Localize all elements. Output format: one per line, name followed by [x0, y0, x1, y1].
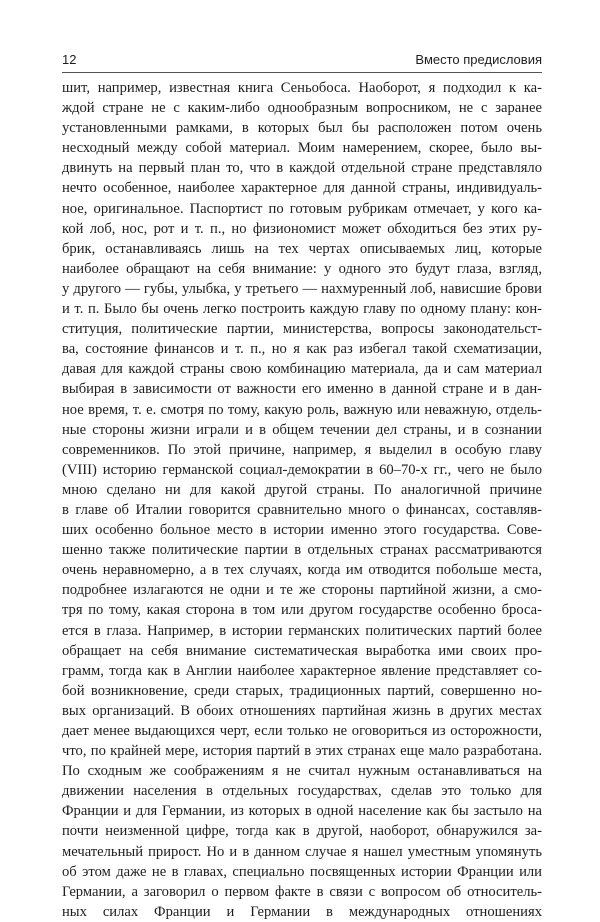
- text-line: ется в глаза. Например, в истории германских политических партий более: [62, 622, 542, 639]
- text-line: бой возникновение, среди старых, традиционных партий, совершенно но-: [62, 682, 542, 699]
- text-line: ных силах Франции и Германии в международных отношениях: [62, 903, 542, 920]
- text-line: об этом даже не в главах, специально посвященных истории Франции или: [62, 863, 542, 880]
- text-line: мечательный прирост. Но и в данном случае я нашел уместным упомянуть: [62, 843, 542, 860]
- text-line: шенно также политические партии в отдельных странах рассматриваются: [62, 542, 542, 559]
- text-line: мною сделано ни для какой другой страны. По аналогичной причине: [62, 481, 542, 498]
- text-line: выбирая в зависимости от важности его именно в данной стране и в дан-: [62, 381, 542, 398]
- text-line: Германии, а заговорил о первом факте в связи с вопросом об относитель-: [62, 883, 542, 900]
- text-line: что, по крайней мере, история партий в этих странах еще мало разработана.: [62, 743, 542, 760]
- text-line: дает менее выдающихся черт, если только не оговориться из осторожности,: [62, 723, 542, 739]
- text-line: двинуть на первый план то, что в каждой отдельной стране представляло: [62, 160, 542, 177]
- text-line: и т. п. Было бы очень легко построить каждую главу по одному плану: кон-: [62, 301, 542, 318]
- text-line: давая для каждой страны свою комбинацию материала, да и сам материал: [62, 361, 542, 378]
- text-line: у другого — губы, улыбка, у третьего — нахмуренный лоб, нависшие брови: [62, 280, 542, 297]
- text-line: ших особенно больное место в истории именно этого государства. Сове-: [62, 522, 542, 539]
- text-line: кой лоб, нос, рот и т. п., но физиономист может обходиться без этих ру-: [62, 220, 542, 237]
- text-line: современников. По этой причине, например, я выделил в особую главу: [62, 441, 542, 458]
- text-line: движении населения в отдельных государствах, сделав это только для: [62, 783, 542, 800]
- text-line: тря по тому, какая сторона в том или другом государстве особенно броса-: [62, 602, 542, 619]
- text-line: ституция, политические партии, министерства, вопросы законодательст-: [62, 321, 542, 338]
- text-line: почти неизменной цифре, тогда как в другой, наоборот, обнаружился за-: [62, 823, 542, 840]
- body-text: [62, 78, 542, 922]
- text-line: шит, например, известная книга Сеньобоса. Наоборот, я подходил к ка-: [62, 80, 542, 96]
- text-line: (VIII) историю германской социал-демократии в 60–70-х гг., чего не было: [62, 461, 542, 478]
- text-line: обращает на себя внимание систематическая выработка ими своих про-: [62, 642, 542, 659]
- text-line: ное, оригинальное. Паспортист по готовым рубрикам отмечает, у кого ка-: [62, 200, 542, 217]
- text-line: ждой стране не с каким-либо однообразным вопросником, не с заранее: [62, 100, 542, 117]
- text-line: ное время, т. е. смотря по тому, какую роль, важную или неважную, отдель-: [62, 401, 542, 418]
- text-line: ва, состояние финансов и т. п., но я как раз избегал такой схематизации,: [62, 341, 542, 358]
- text-line: наиболее обращают на себя внимание: у одного это будут глаза, взгляд,: [62, 260, 542, 277]
- running-head-title: Вместо предисловия: [415, 52, 542, 67]
- page-number: 12: [62, 52, 77, 67]
- text-line: ные стороны жизни играли и в общем течении дел страны, и в сознании: [62, 421, 542, 438]
- text-line: нечто особенное, наиболее характерное для данной страны, индивидуаль-: [62, 180, 542, 197]
- text-line: подробнее излагаются не одни и те же стороны партийной жизни, а смо-: [62, 582, 542, 599]
- text-line: в главе об Италии говорится сравнительно много о финансах, составляв-: [62, 501, 542, 518]
- header-rule: [62, 72, 542, 73]
- text-line: По сходным же соображениям я не считал нужным останавливаться на: [62, 763, 542, 780]
- text-line: Франции и для Германии, из которых в одной население как бы застыло на: [62, 803, 542, 820]
- text-line: грамм, тогда как в Англии наиболее характерное явление представляет со-: [62, 662, 542, 679]
- text-line: очень неравномерно, а в тех случаях, когда им отводится побольше места,: [62, 562, 542, 579]
- text-line: вых организаций. В обоих отношениях партийная жизнь в других местах: [62, 702, 542, 719]
- text-line: брик, останавливаясь лишь на тех чертах описываемых лиц, которые: [62, 240, 542, 257]
- text-line: установленными рамками, в которых был бы расположен потом очень: [62, 120, 542, 137]
- page-header: [62, 52, 542, 72]
- text-line: несходный между собой материал. Моим намерением, скорее, было вы-: [62, 140, 542, 157]
